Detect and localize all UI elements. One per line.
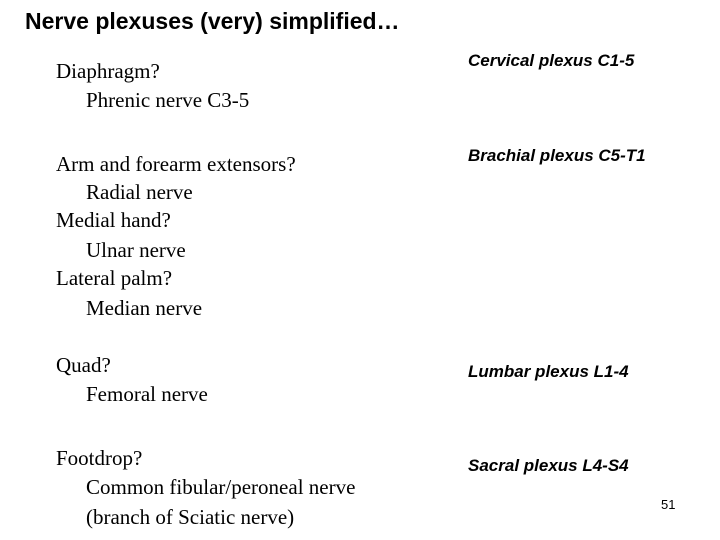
answer-common-fibular-peroneal-nerve: Common fibular/peroneal nerve — [86, 475, 356, 499]
answer-median-nerve: Median nerve — [86, 296, 203, 320]
question-diaphragm: Diaphragm? — [56, 59, 160, 83]
slide-title: Nerve plexuses (very) simplified… — [25, 8, 400, 34]
plexus-brachial: Brachial plexus C5-T1 — [468, 146, 646, 165]
question-quad: Quad? — [56, 353, 111, 377]
answer-femoral-nerve: Femoral nerve — [86, 382, 208, 406]
question-footdrop: Footdrop? — [56, 446, 143, 470]
plexus-sacral: Sacral plexus L4-S4 — [468, 456, 629, 475]
question-medial-hand: Medial hand? — [56, 208, 171, 232]
question-lateral-palm: Lateral palm? — [56, 266, 173, 290]
answer-ulnar-nerve: Ulnar nerve — [86, 238, 186, 262]
plexus-lumbar: Lumbar plexus L1-4 — [468, 362, 629, 381]
answer-radial-nerve: Radial nerve — [86, 180, 193, 204]
plexus-cervical: Cervical plexus C1-5 — [468, 51, 635, 70]
answer-phrenic-nerve: Phrenic nerve C3-5 — [86, 88, 250, 112]
answer-branch-of-sciatic-nerve: (branch of Sciatic nerve) — [86, 505, 295, 529]
page-number: 51 — [661, 497, 676, 512]
question-arm-forearm-extensors: Arm and forearm extensors? — [56, 152, 296, 176]
